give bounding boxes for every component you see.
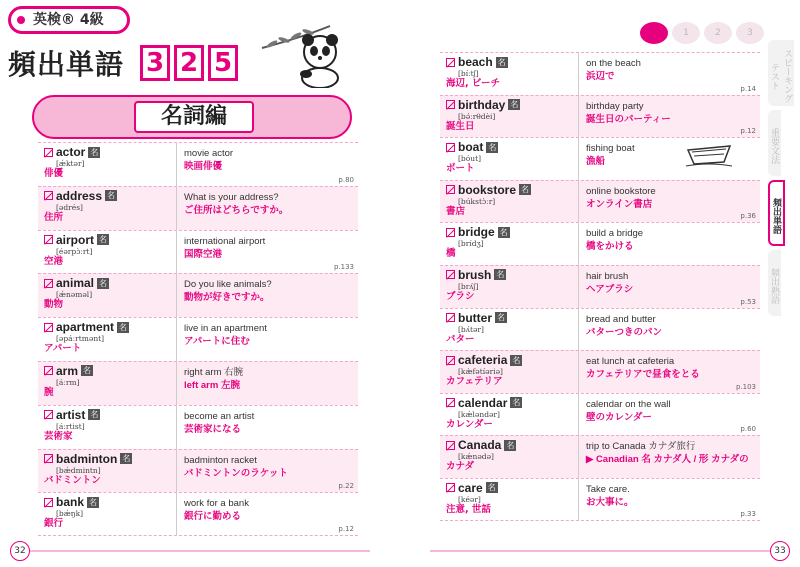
checkbox-icon[interactable] [44,235,53,244]
column-divider [578,138,579,180]
phrase-jp: 芸術家になる [184,423,242,435]
phrase-en: trip to Canada カナダ旅行 [586,441,696,453]
entry-word: apartment [56,320,115,335]
example-phrase [586,227,762,253]
example-phrase [184,191,360,217]
phrase-en: become an artist [184,410,255,422]
checkbox-icon[interactable] [446,143,455,152]
checkbox-icon[interactable] [44,191,53,200]
phrase-en: right arm 右腕 [184,366,244,378]
word-list-right [440,52,760,521]
column-divider [578,53,579,95]
panda-illustration [260,18,350,88]
word-cell [44,233,174,268]
word-cell [44,276,174,311]
entry-word: boat [458,140,484,155]
list-item [440,478,760,521]
column-divider [578,309,579,351]
example-phrase [184,322,360,348]
example-phrase [184,366,360,392]
word-cell [44,495,174,530]
meaning: 俳優 [44,168,64,179]
pronunciation: [bǽŋk] [56,509,84,519]
word-cell [44,408,174,443]
pos-badge: 名 [90,147,99,157]
phrase-jp: 動物が好きですか。 [184,292,270,304]
page-ref: p.80 [338,175,354,184]
phrase-jp: 浜辺で [586,71,615,82]
phrase-jp: 橋をかける [586,241,634,253]
example-phrase [586,483,762,509]
list-item [38,186,358,230]
example-phrase [184,497,360,523]
example-phrase [586,142,762,168]
column-divider [176,362,177,405]
phrase-jp: 映画俳優 [184,161,223,172]
meaning: カナダ [446,461,475,473]
page-ref: p.133 [333,263,354,272]
entry-word: beach [458,55,493,69]
entry-word: actor [56,145,86,159]
level-tab [8,6,130,34]
checkbox-icon[interactable] [446,270,455,279]
word-cell [44,452,174,487]
meaning: ブラシ [446,290,475,302]
pronunciation: [kéər] [458,494,481,504]
page-ref: p.33 [740,509,756,518]
checkbox-icon[interactable] [44,410,53,419]
example-phrase [184,454,360,480]
pos-badge: 名 [512,355,521,365]
word-cell [446,225,576,260]
pos-badge: 名 [510,100,519,110]
entry-word: brush [458,267,492,282]
meaning: カフェテリア [446,376,503,388]
list-item [440,393,760,436]
entry-word: artist [56,407,86,422]
phrase-en: online bookstore [586,185,656,197]
pronunciation: [əpáːrtmənt] [56,334,105,344]
phrase-en: Take care. [586,483,630,495]
list-item [440,52,760,95]
meaning: 誕生日 [446,120,475,132]
paw-icon: 3 [736,22,764,44]
list-item [440,350,760,393]
column-divider [578,479,579,520]
column-divider [176,406,177,449]
phrase-jp: 壁のカレンダー [586,411,652,423]
column-divider [578,223,579,265]
pronunciation: [kǽnədə] [458,452,494,462]
page-ref: p.12 [338,525,354,534]
pos-badge: 名 [497,313,505,323]
column-divider [176,274,177,317]
pronunciation: [bíːtʃ] [458,69,479,78]
list-item [38,449,358,493]
meaning: 住所 [44,211,64,223]
phrase-en: Do you like animals? [184,279,272,291]
list-item [440,435,760,478]
entry-word: animal [56,276,95,291]
pronunciation: [ǽktər] [56,159,85,168]
pos-badge: 名 [488,142,497,152]
example-phrase [586,100,762,126]
entry-word: cafeteria [458,353,508,368]
checkbox-icon[interactable] [44,498,53,507]
example-phrase [586,270,762,296]
section-title: 名詞編 [134,101,254,133]
checkbox-icon[interactable] [446,441,455,450]
word-cell [446,140,576,175]
pos-badge: 名 [497,57,506,67]
entry-word: bridge [458,225,495,240]
pos-badge: 名 [496,270,505,280]
meaning: 動物 [44,299,64,311]
list-item [440,95,760,138]
phrase-en: eat lunch at cafeteria [586,356,675,368]
list-item [440,180,760,223]
column-divider [578,181,579,223]
checkbox-icon[interactable] [446,483,455,492]
title-number: 3 [140,45,170,81]
entry-word: care [458,480,483,495]
pronunciation: [áːrm] [56,377,80,387]
bottom-rule [430,550,770,552]
phrase-jp: カフェテリアで昼食をとる [586,369,700,381]
list-item [38,405,358,449]
phrase-en: live in an apartment [184,323,267,335]
example-phrase [586,440,762,466]
entry-word: address [56,188,103,203]
pronunciation: [bə́ːrθdèi] [458,111,496,121]
phrase-jp: バドミントンのラケット [184,467,288,479]
word-cell [44,189,174,224]
left-page [0,0,380,567]
column-divider [578,96,579,138]
example-phrase [586,185,762,211]
bottom-rule [30,550,370,552]
phrase-jp: ご住所はどちらですか。 [184,204,289,216]
meaning: 橋 [446,248,456,260]
list-item [38,317,358,361]
word-cell [446,311,576,346]
phrase-jp: 誕生日のパーティー [586,113,671,125]
tab-idioms[interactable]: 頻出熟語 [768,250,781,316]
column-divider [176,318,177,361]
meaning: 腕 [44,386,54,398]
word-cell [446,98,576,133]
pos-badge: 名 [122,454,131,464]
pos-badge: 名 [99,278,108,288]
right-page [420,0,800,567]
phrase-en: What is your address? [184,191,279,203]
entry-word: butter [458,310,492,325]
entry-word: Canada [458,438,502,453]
meaning: アパート [44,343,82,355]
phrase-en: movie actor [184,148,234,159]
pronunciation: [búkstɔ̀ːr] [458,196,496,206]
phrase-en: badminton racket [184,454,257,466]
column-divider [176,231,177,274]
column-divider [578,266,579,308]
meaning: 銀行 [44,518,64,530]
checkbox-icon[interactable] [446,313,455,322]
example-phrase [586,313,762,339]
pronunciation: [ədrés] [56,202,83,212]
meaning: 書店 [446,205,466,217]
meaning: 芸術家 [44,430,73,442]
word-cell [446,481,576,516]
list-item [38,230,358,274]
tab-grammar[interactable]: 重要文法 [768,110,781,176]
pos-badge: 名 [107,191,116,201]
page-ref: p.14 [740,84,756,93]
column-divider [176,143,177,186]
page-number: 32 [10,541,30,561]
page-ref: p.22 [338,482,354,491]
pos-badge: 名 [521,185,530,195]
word-cell [446,268,576,303]
phrase-en: fishing boat [586,143,635,155]
paw-icon: 2 [704,22,732,44]
entry-word: arm [56,363,79,378]
section-banner [32,95,352,139]
example-phrase [586,398,762,424]
phrase-jp: ヘアブラシ [586,283,634,295]
meaning: 空港 [44,255,64,267]
meaning: カレンダー [446,418,493,430]
pos-badge: 名 [83,366,92,376]
example-phrase [184,235,360,261]
example-phrase [184,147,360,173]
entry-word: airport [56,232,95,247]
list-item [440,308,760,351]
pronunciation: [brʌ́ʃ] [458,281,479,291]
word-cell [446,396,576,431]
checkbox-icon[interactable] [446,228,455,237]
checkbox-icon[interactable] [44,279,53,288]
phrase-jp: バターつきのパン [586,326,663,338]
column-divider [176,450,177,493]
checkbox-icon[interactable] [446,185,455,194]
pronunciation: [bʌ́tər] [458,324,484,334]
entry-word: calendar [458,395,508,410]
pronunciation: [kǽləndər] [458,409,500,419]
page-ref: p.60 [740,425,756,434]
example-phrase [184,410,360,436]
column-divider [578,351,579,393]
checkbox-icon[interactable] [44,366,53,375]
example-phrase [586,355,762,381]
phrase-jp: お大事に。 [586,496,634,508]
pronunciation: [áːrtist] [56,421,85,431]
title-text: 頻出単語 [8,48,125,81]
pronunciation: [bǽdmintn] [56,465,101,475]
pos-badge: 名 [506,440,515,450]
paw-nav [640,22,764,44]
phrase-en: hair brush [586,270,629,282]
phrase-jp: 漁船 [586,156,606,168]
paw-icon [640,22,668,44]
meaning: ボート [446,163,475,175]
list-item [440,265,760,308]
pronunciation: [ǽnəməl] [56,290,93,300]
phrase-jp: left arm 左腕 [184,379,240,391]
list-item [38,273,358,317]
bullet-icon [17,16,25,24]
word-cell [446,438,576,473]
phrase-jp: ▶ Canadian 名 カナダ人 / 形 カナダの [586,454,749,466]
list-item [38,492,358,536]
word-cell [44,145,174,180]
entry-word: bookstore [458,182,517,197]
example-phrase [184,278,360,304]
entry-word: birthday [458,97,506,112]
phrase-en: bread and butter [586,313,656,325]
tab-speaking[interactable]: スピーキングテスト [768,40,794,106]
meaning: バドミントン [44,474,101,486]
page-number: 33 [770,541,790,561]
list-item [440,222,760,265]
meaning: 海辺, ビーチ [446,78,501,89]
column-divider [176,493,177,535]
meaning: 注意, 世話 [446,503,491,515]
example-phrase [586,57,762,83]
column-divider [578,394,579,436]
checkbox-icon[interactable] [44,323,53,332]
tab-vocabulary[interactable]: 頻出単語 [768,180,785,246]
title-number: 5 [208,45,238,81]
word-cell [446,183,576,218]
pronunciation: [brídʒ] [458,239,484,249]
word-cell [44,364,174,399]
checkbox-icon[interactable] [446,356,455,365]
boat-illustration [684,132,734,170]
phrase-jp: 銀行に勤める [184,511,242,523]
phrase-en: international airport [184,235,266,247]
phrase-jp: 国際空港 [184,248,223,260]
column-divider [578,436,579,478]
phrase-en: calendar on the wall [586,398,671,410]
list-item [38,142,358,186]
pos-badge: 名 [90,410,99,420]
word-cell [446,353,576,388]
column-divider [176,187,177,230]
checkbox-icon[interactable] [446,398,455,407]
word-list-left [38,142,358,536]
title-number: 2 [174,45,204,81]
side-tabs [768,40,800,320]
pos-badge: 名 [499,227,508,237]
phrase-en: birthday party [586,100,644,112]
pos-badge: 名 [99,235,108,245]
page-ref: p.36 [740,212,756,221]
page-title [8,42,238,84]
phrase-jp: オンライン書店 [586,198,653,210]
page-ref: p.103 [735,382,756,391]
checkbox-icon[interactable] [446,100,455,109]
pronunciation: [éərpɔ̀ːrt] [56,246,93,256]
pos-badge: 名 [512,398,521,408]
checkbox-icon[interactable] [44,148,53,157]
pos-badge: 名 [119,322,128,332]
phrase-en: build a bridge [586,228,644,240]
word-cell [446,55,576,90]
page-ref: p.53 [740,297,756,306]
list-item [38,361,358,405]
phrase-jp: アパートに住む [184,336,250,348]
entry-word: badminton [56,451,118,466]
pronunciation: [bóut] [458,154,482,164]
page-ref: p.12 [740,127,756,136]
level-label: 英検® 4級 [33,12,104,28]
checkbox-icon[interactable] [44,454,53,463]
phrase-en: work for a bank [184,498,249,510]
paw-icon: 1 [672,22,700,44]
pos-badge: 名 [89,497,98,507]
phrase-en: on the beach [586,58,641,69]
pos-badge: 名 [487,483,496,493]
checkbox-icon[interactable] [446,58,455,67]
entry-word: bank [56,495,85,510]
meaning: バター [446,333,475,345]
pronunciation: [kæ̀fətíəriə] [458,367,503,377]
word-cell [44,320,174,355]
